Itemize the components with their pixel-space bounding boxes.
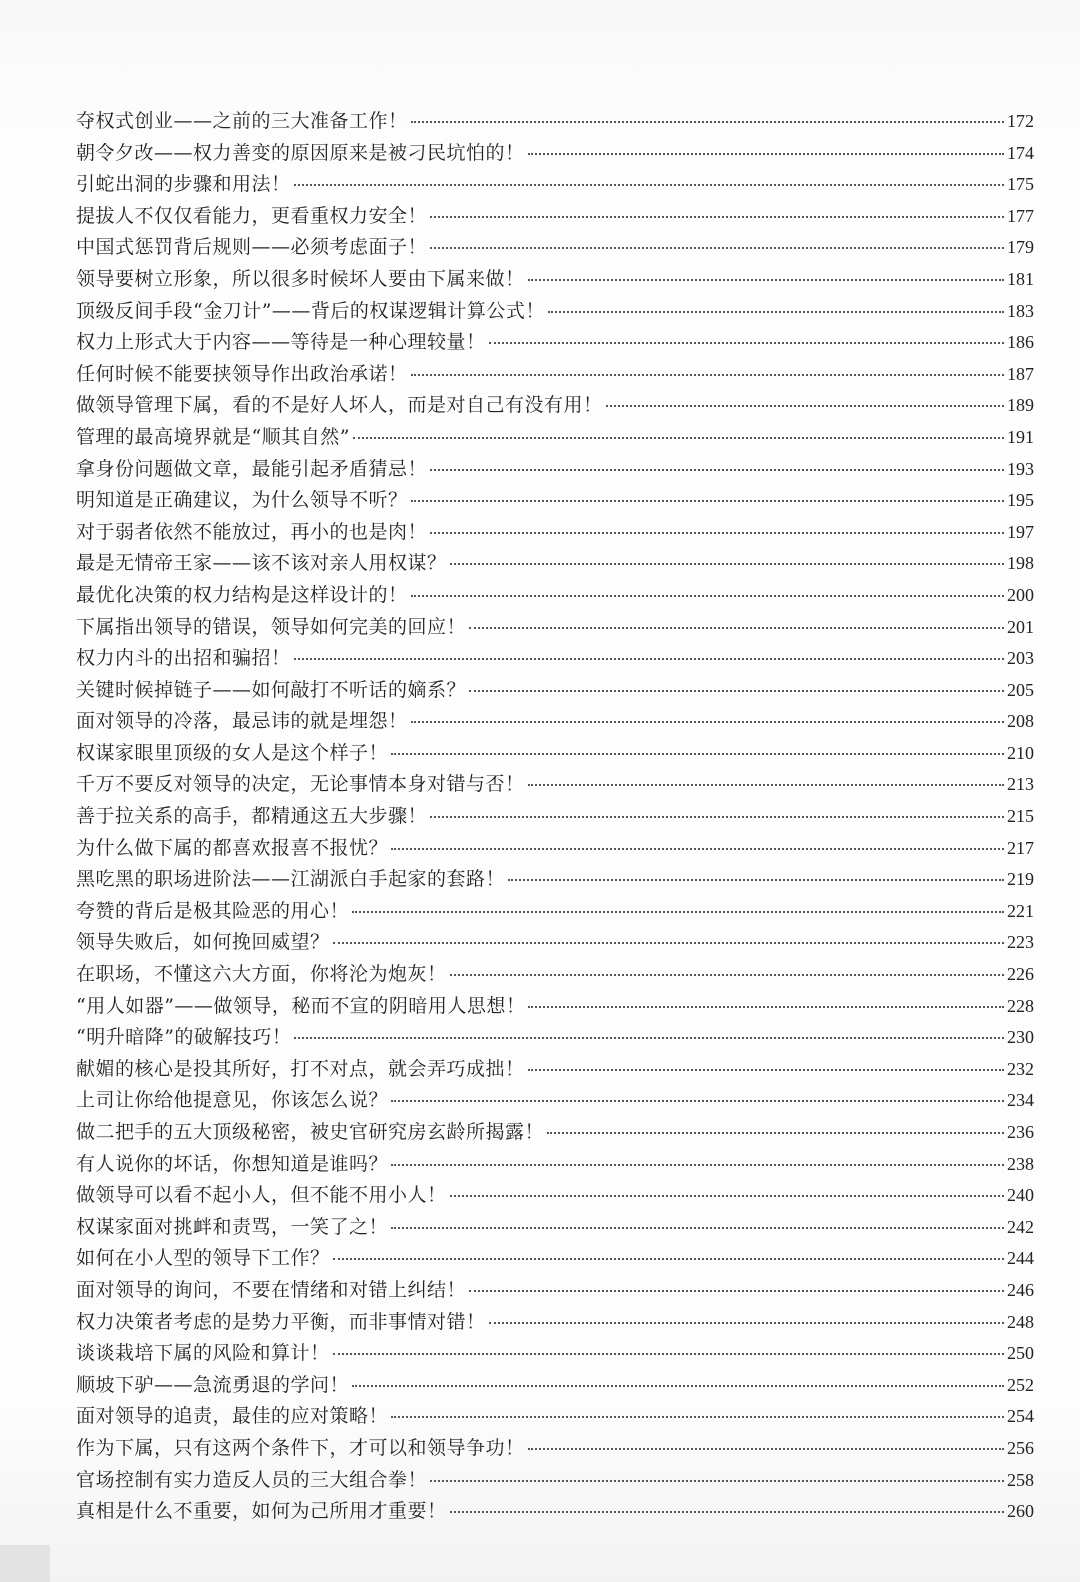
scan-shadow <box>0 1545 50 1582</box>
entry-page-number: 198 <box>1007 553 1034 574</box>
entry-page-number: 242 <box>1007 1216 1034 1237</box>
entry-title: “明升暗降”的破解技巧！ <box>76 1026 292 1049</box>
dot-leader <box>528 784 1004 786</box>
toc-entry <box>76 801 1034 833</box>
dot-leader <box>333 942 1004 944</box>
toc-entry <box>76 1117 1034 1149</box>
entry-title: 如何在小人型的领导下工作？ <box>76 1247 330 1270</box>
entry-title: 谈谈栽培下属的风险和算计！ <box>76 1342 330 1365</box>
toc-entry <box>76 675 1034 707</box>
entry-title: 夸赞的背后是极其险恶的用心！ <box>76 899 350 922</box>
entry-page-number: 191 <box>1007 426 1034 447</box>
dot-leader <box>547 1132 1004 1134</box>
dot-leader <box>352 1385 1004 1387</box>
toc-entry <box>76 548 1034 580</box>
toc-entry <box>76 1022 1034 1054</box>
entry-title: 引蛇出洞的步骤和用法！ <box>76 173 291 196</box>
entry-page-number: 175 <box>1007 174 1034 195</box>
table-of-contents <box>76 106 1034 1528</box>
toc-entry <box>76 991 1034 1023</box>
dot-leader <box>450 974 1004 976</box>
entry-title: 面对领导的追责，最佳的应对策略！ <box>76 1405 389 1428</box>
entry-page-number: 226 <box>1007 964 1034 985</box>
entry-title: 面对领导的冷落，最忌讳的就是埋怨！ <box>76 710 408 733</box>
dot-leader <box>528 279 1004 281</box>
dot-leader <box>548 311 1004 313</box>
toc-entry <box>76 927 1034 959</box>
toc-entry <box>76 1149 1034 1181</box>
entry-title: 中国式惩罚背后规则——必须考虑面子！ <box>76 236 428 259</box>
toc-entry <box>76 612 1034 644</box>
entry-page-number: 213 <box>1007 774 1034 795</box>
entry-page-number: 260 <box>1007 1501 1034 1522</box>
entry-title: 在职场，不懂这六大方面，你将沦为炮灰！ <box>76 963 447 986</box>
dot-leader <box>411 121 1004 123</box>
entry-page-number: 223 <box>1007 932 1034 953</box>
toc-entry <box>76 1338 1034 1370</box>
entry-page-number: 244 <box>1007 1248 1034 1269</box>
entry-title: 提拔人不仅仅看能力，更看重权力安全！ <box>76 204 428 227</box>
entry-page-number: 193 <box>1007 458 1034 479</box>
toc-entry <box>76 1054 1034 1086</box>
dot-leader <box>489 342 1004 344</box>
toc-entry <box>76 1307 1034 1339</box>
toc-entry <box>76 106 1034 138</box>
entry-title: 黑吃黑的职场进阶法——江湖派白手起家的套路！ <box>76 868 506 891</box>
dot-leader <box>411 500 1004 502</box>
entry-page-number: 217 <box>1007 837 1034 858</box>
dot-leader <box>294 184 1004 186</box>
dot-leader <box>430 247 1004 249</box>
entry-page-number: 208 <box>1007 711 1034 732</box>
dot-leader <box>430 1480 1004 1482</box>
entry-title: 善于拉关系的高手，都精通这五大步骤！ <box>76 805 428 828</box>
entry-title: 权力内斗的出招和骗招！ <box>76 647 291 670</box>
dot-leader <box>528 1448 1004 1450</box>
entry-page-number: 230 <box>1007 1027 1034 1048</box>
entry-title: 明知道是正确建议，为什么领导不听？ <box>76 489 408 512</box>
toc-entry <box>76 833 1034 865</box>
toc-entry <box>76 1180 1034 1212</box>
dot-leader <box>333 1353 1004 1355</box>
dot-leader <box>391 1100 1004 1102</box>
entry-page-number: 181 <box>1007 268 1034 289</box>
dot-leader <box>450 563 1004 565</box>
dot-leader <box>352 911 1004 913</box>
dot-leader <box>430 816 1004 818</box>
entry-title: 拿身份问题做文章，最能引起矛盾猜忌！ <box>76 457 428 480</box>
dot-leader <box>294 658 1004 660</box>
dot-leader <box>450 1195 1004 1197</box>
dot-leader <box>430 469 1004 471</box>
toc-entry <box>76 422 1034 454</box>
entry-page-number: 177 <box>1007 205 1034 226</box>
toc-entry <box>76 201 1034 233</box>
entry-page-number: 203 <box>1007 648 1034 669</box>
entry-page-number: 197 <box>1007 521 1034 542</box>
entry-page-number: 174 <box>1007 142 1034 163</box>
entry-title: 做领导管理下属，看的不是好人坏人，而是对自己有没有用！ <box>76 394 603 417</box>
toc-entry <box>76 138 1034 170</box>
entry-title: 官场控制有实力造反人员的三大组合拳！ <box>76 1468 428 1491</box>
entry-page-number: 189 <box>1007 395 1034 416</box>
dot-leader <box>411 595 1004 597</box>
toc-entry <box>76 454 1034 486</box>
entry-page-number: 238 <box>1007 1153 1034 1174</box>
entry-title: 作为下属，只有这两个条件下，才可以和领导争功！ <box>76 1436 525 1459</box>
dot-leader <box>333 1258 1004 1260</box>
entry-title: 权力上形式大于内容——等待是一种心理较量！ <box>76 331 486 354</box>
toc-entry <box>76 296 1034 328</box>
toc-entry <box>76 264 1034 296</box>
entry-title: 领导要树立形象，所以很多时候坏人要由下属来做！ <box>76 267 525 290</box>
entry-title: 对于弱者依然不能放过，再小的也是肉！ <box>76 520 428 543</box>
entry-title: 管理的最高境界就是“顺其自然” <box>76 425 350 448</box>
dot-leader <box>489 1322 1004 1324</box>
toc-entry <box>76 738 1034 770</box>
toc-entry <box>76 1243 1034 1275</box>
entry-title: 顶级反间手段“金刀计”——背后的权谋逻辑计算公式！ <box>76 299 545 322</box>
toc-entry <box>76 517 1034 549</box>
toc-entry <box>76 643 1034 675</box>
entry-title: 千万不要反对领导的决定，无论事情本身对错与否！ <box>76 773 525 796</box>
dot-leader <box>391 848 1004 850</box>
toc-entry <box>76 864 1034 896</box>
entry-title: 做领导可以看不起小人，但不能不用小人！ <box>76 1184 447 1207</box>
entry-page-number: 258 <box>1007 1469 1034 1490</box>
dot-leader <box>469 690 1004 692</box>
dot-leader <box>430 216 1004 218</box>
entry-page-number: 215 <box>1007 806 1034 827</box>
toc-entry <box>76 1370 1034 1402</box>
toc-entry <box>76 232 1034 264</box>
toc-entry <box>76 359 1034 391</box>
entry-title: 为什么做下属的都喜欢报喜不报忧？ <box>76 836 389 859</box>
toc-entry <box>76 896 1034 928</box>
dot-leader <box>469 627 1004 629</box>
entry-page-number: 195 <box>1007 490 1034 511</box>
toc-entry <box>76 1085 1034 1117</box>
entry-page-number: 179 <box>1007 237 1034 258</box>
entry-title: 夺权式创业——之前的三大准备工作！ <box>76 110 408 132</box>
entry-page-number: 246 <box>1007 1279 1034 1300</box>
toc-entry <box>76 959 1034 991</box>
dot-leader <box>411 374 1004 376</box>
entry-page-number: 248 <box>1007 1311 1034 1332</box>
dot-leader <box>528 1006 1004 1008</box>
dot-leader <box>391 1227 1004 1229</box>
entry-page-number: 236 <box>1007 1122 1034 1142</box>
dot-leader <box>508 879 1004 881</box>
toc-entry <box>76 390 1034 422</box>
entry-title: “用人如器”——做领导，秘而不宣的阴暗用人思想！ <box>76 994 526 1017</box>
entry-page-number: 240 <box>1007 1185 1034 1206</box>
toc-entry <box>76 1496 1034 1528</box>
entry-title: 面对领导的询问，不要在情绪和对错上纠结！ <box>76 1278 467 1301</box>
entry-title: 最优化决策的权力结构是这样设计的！ <box>76 583 408 606</box>
toc-entry <box>76 1212 1034 1244</box>
entry-page-number: 234 <box>1007 1090 1034 1111</box>
entry-title: 做二把手的五大顶级秘密，被史官研究房玄龄所揭露！ <box>76 1121 545 1143</box>
toc-entry <box>76 327 1034 359</box>
entry-title: 权谋家面对挑衅和责骂，一笑了之！ <box>76 1215 389 1238</box>
dot-leader <box>528 153 1004 155</box>
entry-page-number: 252 <box>1007 1374 1034 1395</box>
entry-title: 权谋家眼里顶级的女人是这个样子！ <box>76 741 389 764</box>
dot-leader <box>294 1037 1004 1039</box>
toc-entry <box>76 706 1034 738</box>
entry-title: 下属指出领导的错误，领导如何完美的回应！ <box>76 615 467 638</box>
toc-entry <box>76 1275 1034 1307</box>
entry-title: 权力决策者考虑的是势力平衡，而非事情对错！ <box>76 1310 486 1333</box>
entry-page-number: 210 <box>1007 742 1034 763</box>
entry-page-number: 201 <box>1007 616 1034 637</box>
toc-entry <box>76 169 1034 201</box>
dot-leader <box>391 1164 1004 1166</box>
dot-leader <box>528 1069 1004 1071</box>
entry-page-number: 228 <box>1007 995 1034 1016</box>
entry-title: 最是无情帝王家——该不该对亲人用权谋？ <box>76 552 447 575</box>
entry-page-number: 200 <box>1007 584 1034 605</box>
dot-leader <box>411 721 1004 723</box>
entry-page-number: 186 <box>1007 332 1034 353</box>
entry-page-number: 183 <box>1007 300 1034 321</box>
dot-leader <box>391 1416 1004 1418</box>
dot-leader <box>450 1511 1004 1513</box>
entry-page-number: 172 <box>1007 111 1034 131</box>
toc-entry <box>76 1465 1034 1497</box>
entry-page-number: 205 <box>1007 679 1034 700</box>
entry-title: 朝令夕改——权力善变的原因原来是被刁民坑怕的！ <box>76 141 525 164</box>
entry-page-number: 256 <box>1007 1437 1034 1458</box>
entry-title: 关键时候掉链子——如何敲打不听话的嫡系？ <box>76 678 467 701</box>
dot-leader <box>353 437 1004 439</box>
entry-title: 领导失败后，如何挽回威望？ <box>76 931 330 954</box>
entry-title: 任何时候不能要挟领导作出政治承诺！ <box>76 362 408 385</box>
entry-page-number: 232 <box>1007 1058 1034 1079</box>
entry-title: 真相是什么不重要，如何为己所用才重要！ <box>76 1500 447 1523</box>
dot-leader <box>606 405 1004 407</box>
dot-leader <box>469 1290 1004 1292</box>
entry-title: 献媚的核心是投其所好，打不对点，就会弄巧成拙！ <box>76 1057 525 1080</box>
toc-entry <box>76 769 1034 801</box>
dot-leader <box>430 532 1004 534</box>
entry-title: 顺坡下驴——急流勇退的学问！ <box>76 1373 350 1396</box>
toc-entry <box>76 1433 1034 1465</box>
toc-entry <box>76 485 1034 517</box>
entry-page-number: 221 <box>1007 900 1034 921</box>
entry-title: 有人说你的坏话，你想知道是谁吗？ <box>76 1152 389 1175</box>
entry-page-number: 254 <box>1007 1406 1034 1427</box>
toc-entry <box>76 580 1034 612</box>
entry-page-number: 187 <box>1007 363 1034 384</box>
entry-page-number: 250 <box>1007 1343 1034 1364</box>
entry-page-number: 219 <box>1007 869 1034 890</box>
entry-title: 上司让你给他提意见，你该怎么说？ <box>76 1089 389 1112</box>
dot-leader <box>391 753 1004 755</box>
toc-entry <box>76 1401 1034 1433</box>
